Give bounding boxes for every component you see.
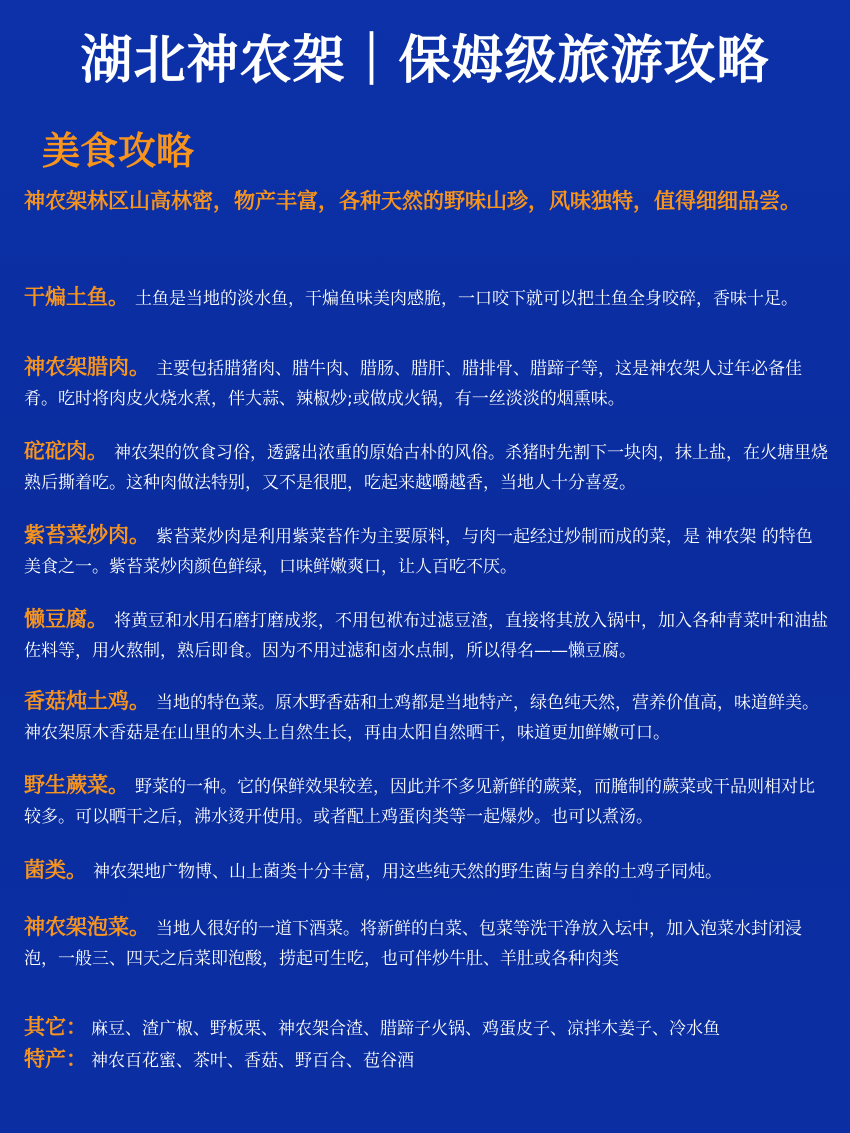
section-title: 美食攻略 <box>42 129 195 173</box>
food-item-title: 懒豆腐。 <box>24 607 108 631</box>
food-item-title: 香菇炖土鸡。 <box>24 689 150 713</box>
food-item-title: 神农架腊肉。 <box>24 355 150 379</box>
food-item-desc: 野菜的一种。它的保鲜效果较差，因此并不多见新鲜的蕨菜，而腌制的蕨菜或干品则相对比较多。可以晒干之后，沸水烫开使用。或者配上鸡蛋肉类等一起爆炒。也可以煮汤。 <box>24 777 815 827</box>
food-item-desc: 神农架的饮食习俗，透露出浓重的原始古朴的风俗。杀猪时先割下一块肉，抹上盐，在火塘里烧熟后撕着吃。这种肉做法特别，又不是很肥，吃起来越嚼越香，当地人十分喜爱。 <box>24 443 828 493</box>
food-item-tu-yu <box>24 282 829 314</box>
food-item-title: 紫苔菜炒肉。 <box>24 523 150 547</box>
food-item-desc: 当地的特色菜。原木野香菇和土鸡都是当地特产，绿色纯天然，营养价值高，味道鲜美。神农架原木香菇是在山里的木头上自然生长，再由太阳自然晒干，味道更加鲜嫩可口。 <box>24 693 819 743</box>
specialty-row <box>24 1044 829 1076</box>
food-item-title: 神农架泡菜。 <box>24 915 150 939</box>
specialty-label: 特产： <box>24 1047 87 1071</box>
food-item-zi-tai-cai <box>24 520 829 582</box>
other-row <box>24 1012 829 1044</box>
food-item-jue-cai <box>24 770 829 832</box>
food-item-desc: 土鱼是当地的淡水鱼，干煸鱼味美肉感脆，一口咬下就可以把土鱼全身咬碎，香味十足。 <box>135 289 798 309</box>
page-title: 湖北神农架｜保姆级旅游攻略 <box>80 31 770 91</box>
other-text: 麻豆、渣广椒、野板栗、神农架合渣、腊蹄子火锅、鸡蛋皮子、凉拌木姜子、冷水鱼 <box>91 1019 720 1039</box>
food-item-jun-lei <box>24 855 829 887</box>
food-item-title: 砣砣肉。 <box>24 439 108 463</box>
other-specialties <box>24 1012 829 1076</box>
intro-text: 神农架林区山高林密，物产丰富，各种天然的野味山珍，风味独特，值得细细品尝。 <box>24 189 801 213</box>
food-item-tuo-tuo-rou <box>24 436 829 498</box>
food-item-desc: 紫苔菜炒肉是利用紫菜苔作为主要原料，与肉一起经过炒制而成的菜，是 神农架 的特色美食之一。紫苔菜炒肉颜色鲜绿，口味鲜嫩爽口，让人百吃不厌。 <box>24 527 813 577</box>
food-item-desc: 神农架地广物博、山上菌类十分丰富，用这些纯天然的野生菌与自养的土鸡子同炖。 <box>93 862 722 882</box>
food-item-title: 菌类。 <box>24 858 87 882</box>
food-item-pao-cai <box>24 912 829 974</box>
food-item-la-rou <box>24 352 829 414</box>
food-item-desc: 将黄豆和水用石磨打磨成浆，不用包袱布过滤豆渣，直接将其放入锅中，加入各种青菜叶和油盐佐料等，用火熬制，熟后即食。因为不用过滤和卤水点制，所以得名——懒豆腐。 <box>24 611 828 661</box>
other-label: 其它： <box>24 1015 87 1039</box>
specialty-text: 神农百花蜜、茶叶、香菇、野百合、苞谷酒 <box>91 1051 414 1071</box>
food-item-xiang-gu-tu-ji <box>24 686 829 748</box>
food-item-title: 干煸土鱼。 <box>24 285 129 309</box>
food-item-desc: 当地人很好的一道下酒菜。将新鲜的白菜、包菜等洗干净放入坛中，加入泡菜水封闭浸泡，一般三、四天之后菜即泡酸，捞起可生吃，也可伴炒牛肚、羊肚或各种肉类 <box>24 919 802 969</box>
food-item-desc: 主要包括腊猪肉、腊牛肉、腊肠、腊肝、腊排骨、腊蹄子等，这是神农架人过年必备佳肴。吃时将肉皮火烧水煮，伴大蒜、辣椒炒;或做成火锅，有一丝淡淡的烟熏味。 <box>24 359 802 409</box>
food-item-title: 野生蕨菜。 <box>24 773 129 797</box>
food-item-lan-dou-fu <box>24 604 829 666</box>
